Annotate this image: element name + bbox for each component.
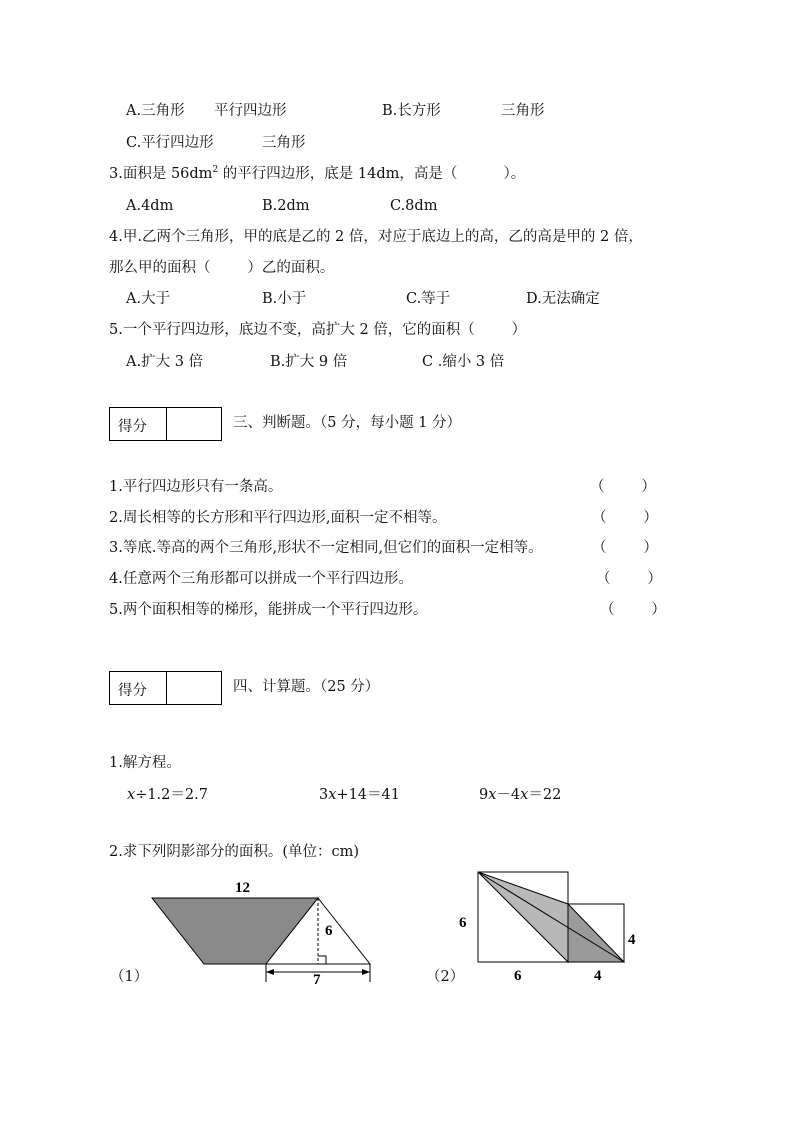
fig2-base-right-label: 4: [594, 968, 602, 984]
judge-paren-1: （ ）: [590, 479, 656, 495]
judge-item-4: 4.任意两个三角形都可以拼成一个平行四边形。: [109, 571, 413, 587]
judge-paren-2: （ ）: [592, 510, 658, 526]
arrowhead-left: [266, 969, 274, 975]
fig2-left-side-label: 6: [459, 915, 467, 931]
judge-item-2: 2.周长相等的长方形和平行四边形,面积一定不相等。: [109, 510, 447, 526]
q5-text: 5.一个平行四边形，底边不变，高扩大 2 倍，它的面积（ ）: [109, 322, 527, 338]
q4-option-a: A.大于: [126, 291, 171, 307]
area-question-title: 2.求下列阴影部分的面积。(单位：cm): [109, 844, 360, 860]
equation-1: x÷1.2＝2.7: [127, 787, 208, 803]
fig1-base-label: 7: [313, 972, 321, 988]
q5-option-a: A.扩大 3 倍: [126, 354, 204, 370]
q2-option-a-second: 平行四边形: [214, 103, 287, 119]
q4-line1: 4.甲.乙两个三角形，甲的底是乙的 2 倍，对应于底边上的高，乙的高是甲的 2 倍，: [109, 229, 643, 245]
equations-title: 1.解方程。: [109, 755, 181, 771]
score-box-divider: [166, 408, 167, 440]
fig1-top-label: 12: [235, 880, 250, 896]
judge-paren-5: （ ）: [600, 602, 666, 618]
q3-option-b: B.2dm: [262, 198, 310, 214]
section4-title: 四、计算题。（25 分）: [233, 679, 380, 695]
section3-title: 三、判断题。（5 分，每小题 1 分）: [233, 415, 462, 431]
q5-option-c: C .缩小 3 倍: [422, 354, 505, 370]
judge-item-3: 3.等底.等高的两个三角形,形状不一定相同,但它们的面积一定相等。: [109, 540, 543, 556]
equation-2: 3x+14＝41: [319, 787, 400, 803]
judge-item-1: 1.平行四边形只有一条高。: [109, 479, 283, 495]
q2-option-b-second: 三角形: [501, 103, 545, 119]
q3-option-c: C.8dm: [390, 198, 438, 214]
fig1-height-label: 6: [325, 923, 333, 939]
q2-option-a: A.三角形: [126, 103, 185, 119]
q5-option-b: B.扩大 9 倍: [270, 354, 348, 370]
q4-option-c: C.等于: [406, 291, 451, 307]
judge-paren-4: （ ）: [596, 571, 662, 587]
fig2-base-left-label: 6: [514, 968, 522, 984]
judge-item-5: 5.两个面积相等的梯形，能拼成一个平行四边形。: [109, 602, 428, 618]
q4-option-d: D.无法确定: [526, 291, 600, 307]
judge-paren-3: （ ）: [592, 540, 658, 556]
fig2-right-side-label: 4: [628, 932, 636, 948]
equation-3: 9x－4x＝22: [479, 787, 562, 803]
q2-option-c-second: 三角形: [262, 135, 306, 151]
score-box-divider: [166, 672, 167, 704]
q2-option-b: B.长方形: [382, 103, 441, 119]
fig1-label: （1）: [110, 969, 149, 985]
q4-line2: 那么甲的面积（ ）乙的面积。: [109, 260, 335, 276]
fig2-label: （2）: [426, 969, 465, 985]
score-label: 得分: [118, 683, 147, 699]
q3-text: 3.面积是 $56dm^2$ 的平行四边形，底是 14dm，高是（ ）。: [109, 165, 526, 182]
q4-option-b: B.小于: [262, 291, 307, 307]
section4-score-box: [109, 671, 222, 705]
figure-2: [440, 860, 660, 988]
q3-option-a: A.4dm: [126, 198, 174, 214]
score-label: 得分: [118, 419, 147, 435]
arrowhead-right: [362, 969, 370, 975]
section3-score-box: [109, 407, 222, 441]
q2-option-c: C.平行四边形: [126, 135, 214, 151]
